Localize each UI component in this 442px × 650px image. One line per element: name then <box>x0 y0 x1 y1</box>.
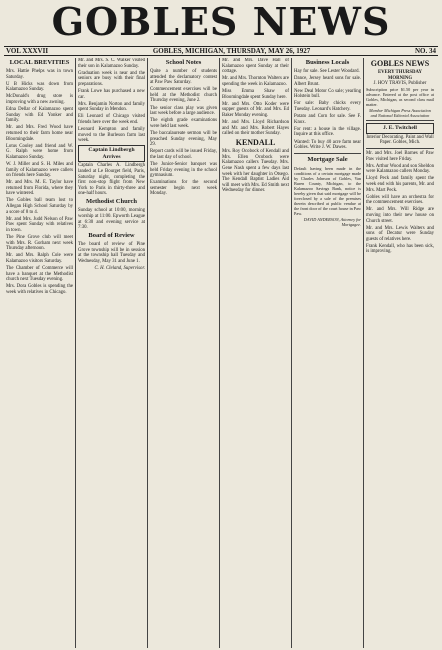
notice-signature: DAVID ANDERSON, Attorney for Mortgagee. <box>303 217 361 228</box>
news-item: Mr. and Mrs. Dave Hall of Kalamazoo spent Sunday at their cottage. <box>222 58 289 75</box>
volume-label: VOL XXXVII <box>6 47 49 55</box>
paragraph-list <box>366 151 434 255</box>
news-item: Leonard Kempton and family moved to the Burleson farm last week. <box>78 127 145 144</box>
membership-line: Member Michigan Press Association and National Editorial Association <box>369 108 431 119</box>
news-item: Lotus Cooley and friend and W. G. Ralph were home from Kalamazoo Sunday. <box>6 143 73 160</box>
column-heading: School Notes <box>165 59 202 66</box>
news-item: Frank Kendall, who has been sick, is improving. <box>366 243 434 255</box>
board-text: The board of review of Pine Grove township will be in session at the township hall Tuesday and Wednesday, May 31 and June 1. <box>78 242 145 265</box>
news-item: Graduation week is near and the seniors are busy with their final preparations. <box>78 70 145 87</box>
news-item: Mr. and Mrs. Lloyd Richardson and Mr. and Mrs. Robert Hayes called on their mother Sunday. <box>222 119 289 137</box>
news-item: The senior class play was given last week before a large audience. <box>150 105 217 117</box>
column-heading: LOCAL BREVITIES <box>9 59 70 66</box>
column-four <box>220 58 292 648</box>
paragraph-list <box>78 58 145 144</box>
news-item: Mrs. Arthur Wood and son Sheldon were Kalamazoo callers Monday. <box>366 163 435 175</box>
news-item: Gobles will have an orchestra for the commencement exercises. <box>366 194 434 206</box>
article-columns <box>4 58 438 648</box>
column-two <box>76 58 148 648</box>
news-item: Lloyd Peck and family spent the week end with his parents, Mr. and Mrs. Mart Peck. <box>366 176 434 193</box>
news-item: U B Hicks was down from Kalamazoo Sunday. <box>6 81 73 93</box>
news-item: Mr. and Mrs. Otto Koder were supper guests of Mr. and Mrs. Ed Baker Monday evening. <box>222 101 289 118</box>
news-item: The Pine Grove club will meet with Mrs. R. Gorham next week Thursday afternoon. <box>6 235 73 252</box>
dateline <box>4 46 438 56</box>
news-item: Quite a number of students attended the declamatory contest at Paw Paw Saturday. <box>150 69 217 86</box>
column-business-locals <box>292 58 364 648</box>
article-heading: Captain Lindbergh Arrives <box>78 145 145 162</box>
news-item: New Deal Motor Co sale; yearling Holstein bull. <box>294 88 361 100</box>
ad-text: Interior Decorating. Paint and Wall Paper. Gobles, Mich. <box>366 134 434 146</box>
news-item: Mrs. Dora Gobles is spending the week with relatives in Chicago. <box>6 284 73 295</box>
news-item: Mrs. Benjamin Norton and family spent Sunday in Mendon. <box>78 101 145 113</box>
news-item: Hay for sale. See Lester Woodard. <box>294 69 360 74</box>
subscription-rates: Subscription price $1.50 per year in advance. Entered at the post office at Gobles, Michigan, as second class mail matter. <box>366 86 434 107</box>
section-text: Mrs. Roy Ocobock of Kendall and Mrs. Ellen Ocobock were Kalamazoo callers Tuesday. Mrs. Gene Nash spent a few days last week with her daughter in Otsego. The Kendall Baptist Ladies Aid will meet with Mrs. Ed Smith next Wednesday for dinner. <box>222 149 289 194</box>
news-item: Dance, Jersey heard sons for sale. Albert Brunt. <box>294 76 361 87</box>
news-item: The Junior-Senior banquet was held Friday evening in the school gymnasium. <box>150 161 217 179</box>
news-item: Report cards will be issued Friday, the last day of school. <box>150 149 217 160</box>
publication-schedule: EVERY THURSDAY MORNING <box>377 70 423 81</box>
article-text: Captain Charles A. Lindbergh landed at Le Bourget field, Paris, Saturday night, completing the first non-stop flight from New York to Paris in thirty-three and one-half hours. <box>78 163 145 197</box>
board-heading: Board of Review <box>88 232 135 240</box>
news-item: Mr. and Mrs. Joel Barnes of Paw Paw visited here Friday. <box>366 150 434 162</box>
news-item: Mr. and Mrs. M. E. Taylor have returned from Florida, where they have wintered. <box>6 180 73 197</box>
news-item: For rent: a house in the village. Inquire at this office. <box>294 126 361 138</box>
column-local-brevities <box>4 58 76 648</box>
news-item: Edna Dellar of Kalamazoo spent Sunday with Ed Yonker and family. <box>6 107 73 124</box>
news-item: The Chamber of Commerce will have a banquet at the Methodist church next Tuesday evening. <box>6 266 73 283</box>
news-item: Eli Leonard of Chicago visited friends here over the week end. <box>78 114 145 125</box>
news-item: The Gobles ball team lost to Allegan High School Saturday by a score of 8 to 4. <box>6 198 73 215</box>
divider <box>294 153 361 154</box>
news-item: Mr. and Mrs. Ralph Cole were Kalamazoo visitors Saturday. <box>6 253 73 264</box>
news-item: Potato and Corn for sale. See F. Knox. <box>294 114 361 125</box>
news-item: Mr. and Mrs. S. C. Walker visited their son in Kalamazoo Sunday. <box>78 58 145 69</box>
news-item: Wanted: To buy 40 acre farm near Gobles. Write J. W. Dawes. <box>294 139 361 151</box>
issue-number: NO. 34 <box>415 47 436 55</box>
divider <box>366 148 434 149</box>
column-heading: Business Locals <box>305 59 350 66</box>
news-item: Mr. and Mrs. Will Ridge are moving into their new house on Church street. <box>366 207 434 224</box>
column-masthead-info <box>364 58 436 648</box>
news-item: Frank Lowe has purchased a new car. <box>78 88 145 100</box>
masthead-title: GOBLES NEWS <box>51 0 391 44</box>
news-item: Mr. and Mrs. Lewis Walters and sons of Decatur were Sunday guests of relatives here. <box>366 225 434 242</box>
news-item: McDonald's drug store is improving with a new awning. <box>6 94 73 105</box>
paragraph-list <box>294 69 361 151</box>
ad-heading: J. E. Twitchell <box>366 123 434 134</box>
column-school-notes <box>148 58 220 648</box>
news-item: Mr. and Mrs. Fred Wood have returned to their farm home near Bloomingdale. <box>6 125 73 142</box>
news-item: The eighth grade examinations were held last week. <box>150 118 217 129</box>
section-text: Sunday school at 10:00, morning worship at 11:00. Epworth League at 6:30 and evening service at 7:30. <box>78 208 145 231</box>
divider <box>366 120 434 121</box>
paper-name: GOBLES NEWS <box>370 59 430 68</box>
board-signature: C. H. Cleland, Supervisor. <box>94 266 145 272</box>
publisher: J. HOY TRAVIS, Publisher <box>373 81 427 87</box>
paragraph-list <box>222 58 289 137</box>
news-item: Mr. and Mrs. Judd Nelson of Paw Paw spent Sunday with relatives in town. <box>6 216 73 233</box>
section-heading: Methodist Church <box>86 198 137 206</box>
notice-text: Default having been made in the conditions of a certain mortgage made by Charles Johnson of Gobles, Van Buren County, Michigan, to the Kalamazoo Savings Bank, notice is hereby given that said mortgage will be foreclosed by a sale of the premises therein described at public vendue at the front door of the court house in Paw Paw. <box>294 165 361 216</box>
news-item: Miss Emma Shaw of Bloomingdale spent Sunday here. <box>222 88 289 100</box>
notice-heading: Mortgage Sale <box>307 155 348 163</box>
news-item: Commencement exercises will be held at the Methodist church Thursday evening, June 2. <box>150 87 217 104</box>
news-item: W. J. Miller and S. H. Miles and family of Kalamazoo were callers on friends here Sunday. <box>6 161 73 179</box>
news-item: Mr. and Mrs. Thornton Walters are spending the week in Kalamazoo. <box>222 76 289 87</box>
news-item: For sale: Baby chicks every Tuesday. Leonard's Hatchery. <box>294 101 361 113</box>
place-date: GOBLES, MICHIGAN, THURSDAY, MAY 26, 1927 <box>152 47 311 55</box>
news-item: Examinations for the second semester begin next week Monday. <box>150 180 217 197</box>
news-item: The baccalaureate sermon will be preached Sunday evening, May 29. <box>150 130 217 148</box>
news-item: Mrs. Hattie Phelps was in town Saturday. <box>6 69 73 80</box>
section-heading: KENDALL <box>235 138 276 148</box>
